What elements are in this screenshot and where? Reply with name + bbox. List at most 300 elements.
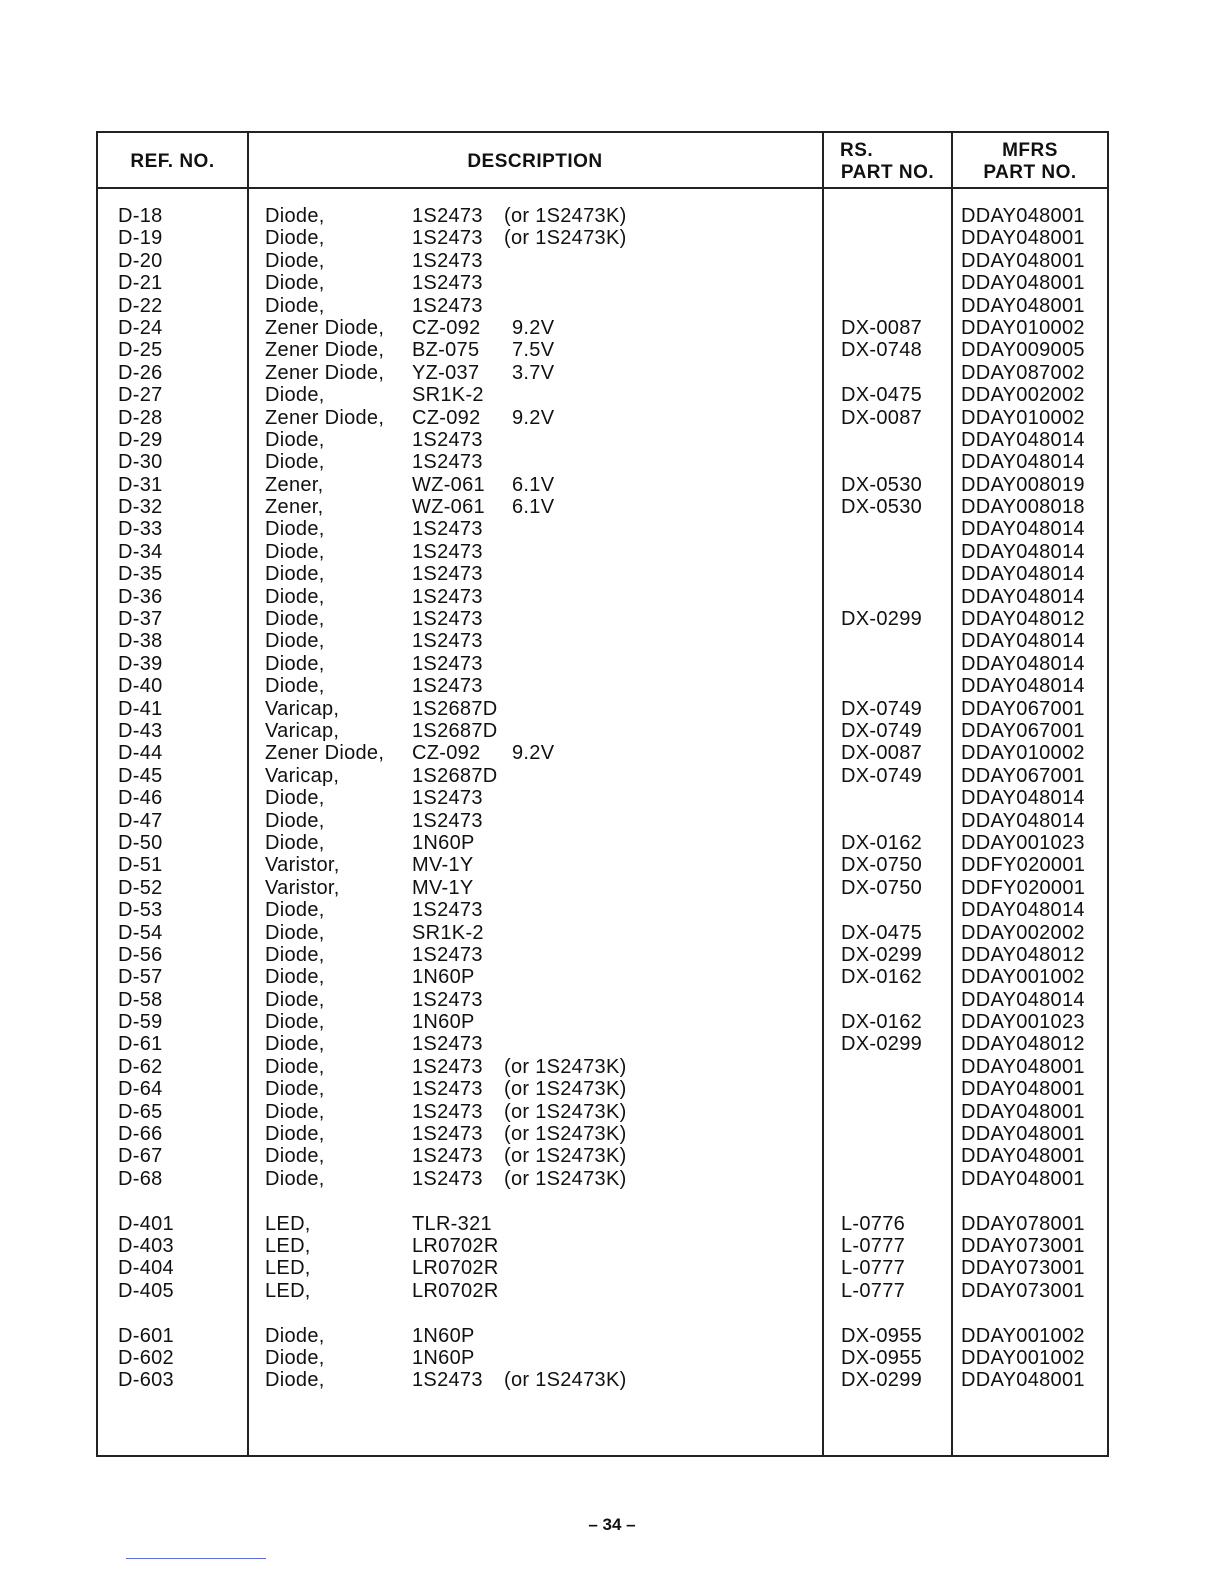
table-row: [98, 362, 1107, 384]
table-row: [98, 384, 1107, 406]
component-type: Varistor,: [265, 876, 340, 899]
mfrs-part-no: DDAY048001: [961, 1078, 1085, 1101]
rs-part-no: DX-0749: [841, 697, 923, 720]
component-note: (or 1S2473K): [504, 1100, 627, 1123]
component-type: Diode,: [265, 630, 325, 653]
table-row: [98, 429, 1107, 451]
component-part: 1S2473: [412, 899, 483, 922]
component-part: BZ-075: [412, 339, 480, 362]
mfrs-part-no: DDAY048014: [961, 451, 1085, 474]
ref-no: D-45: [118, 764, 163, 787]
ref-no: D-64: [118, 1078, 163, 1101]
ref-no: D-405: [118, 1279, 174, 1302]
ref-no: D-32: [118, 496, 163, 519]
mfrs-part-no: DDFY020001: [961, 854, 1086, 877]
table-row: [98, 563, 1107, 585]
ref-no: D-26: [118, 361, 163, 384]
mfrs-part-no: DDAY048001: [961, 1100, 1085, 1123]
ref-no: D-24: [118, 316, 163, 339]
ref-no: D-37: [118, 608, 163, 631]
component-note: (or 1S2473K): [504, 1123, 627, 1146]
ref-no: D-22: [118, 294, 163, 317]
mfrs-part-no: DDAY078001: [961, 1212, 1085, 1235]
component-note: (or 1S2473K): [504, 205, 627, 227]
ref-no: D-46: [118, 787, 163, 810]
component-part: 1S2687D: [412, 719, 498, 742]
component-type: Diode,: [265, 943, 325, 966]
ref-no: D-53: [118, 899, 163, 922]
mfrs-part-no: DDAY002002: [961, 921, 1085, 944]
component-type: Varicap,: [265, 697, 340, 720]
mfrs-part-no: DDAY048001: [961, 205, 1085, 227]
component-part: 1S2473: [412, 1100, 483, 1123]
ref-no: D-61: [118, 1033, 163, 1056]
mfrs-part-no: DDAY048001: [961, 272, 1085, 295]
ref-no: D-20: [118, 249, 163, 272]
ref-no: D-19: [118, 227, 163, 250]
ref-no: D-68: [118, 1167, 163, 1190]
rs-part-no: DX-0749: [841, 719, 923, 742]
rs-part-no: L-0777: [841, 1257, 906, 1280]
mfrs-part-no: DDAY048014: [961, 675, 1085, 698]
component-part: 1S2473: [412, 227, 483, 250]
component-type: Diode,: [265, 1324, 325, 1347]
ref-no: D-31: [118, 473, 163, 496]
ref-no: D-41: [118, 697, 163, 720]
component-note: 6.1V: [512, 473, 555, 496]
component-part: 1S2473: [412, 787, 483, 810]
mfrs-part-no: DDAY008018: [961, 496, 1085, 519]
table-body: [98, 205, 1107, 1392]
ref-no: D-57: [118, 966, 163, 989]
table-row: [98, 1168, 1107, 1190]
table-row: [98, 854, 1107, 876]
component-note: 7.5V: [512, 339, 555, 362]
group-spacer: [98, 1302, 1107, 1324]
table-row: [98, 765, 1107, 787]
ref-no: D-36: [118, 585, 163, 608]
rs-part-no: L-0777: [841, 1279, 906, 1302]
header-mfrs-2: PART NO.: [983, 162, 1077, 183]
component-type: Zener,: [265, 496, 324, 519]
footer-line: [126, 1558, 266, 1559]
component-note: 9.2V: [512, 406, 555, 429]
ref-no: D-44: [118, 742, 163, 765]
component-note: (or 1S2473K): [504, 1145, 627, 1168]
mfrs-part-no: DDAY073001: [961, 1257, 1085, 1280]
ref-no: D-33: [118, 518, 163, 541]
component-part: 1S2473: [412, 249, 483, 272]
rs-part-no: DX-0162: [841, 1011, 923, 1034]
mfrs-part-no: DDFY020001: [961, 876, 1086, 899]
ref-no: D-58: [118, 988, 163, 1011]
component-part: 1S2473: [412, 652, 483, 675]
ref-no: D-27: [118, 384, 163, 407]
table-row: [98, 1347, 1107, 1369]
rs-part-no: DX-0955: [841, 1324, 923, 1347]
rs-part-no: L-0777: [841, 1234, 906, 1257]
rs-part-no: DX-0087: [841, 406, 923, 429]
component-part: 1S2473: [412, 205, 483, 227]
component-part: MV-1Y: [412, 854, 474, 877]
ref-no: D-403: [118, 1234, 174, 1257]
mfrs-part-no: DDAY048001: [961, 294, 1085, 317]
component-type: Diode,: [265, 1055, 325, 1078]
table-row: [98, 989, 1107, 1011]
component-part: 1S2473: [412, 540, 483, 563]
mfrs-part-no: DDAY087002: [961, 361, 1085, 384]
ref-no: D-50: [118, 831, 163, 854]
ref-no: D-28: [118, 406, 163, 429]
table-row: [98, 787, 1107, 809]
header-mfrs-1: MFRS: [1002, 140, 1058, 161]
component-type: Diode,: [265, 831, 325, 854]
table-row: [98, 474, 1107, 496]
mfrs-part-no: DDAY001002: [961, 1324, 1085, 1347]
ref-no: D-21: [118, 272, 163, 295]
table-row: [98, 1145, 1107, 1167]
mfrs-part-no: DDAY010002: [961, 316, 1085, 339]
component-part: 1N60P: [412, 1324, 475, 1347]
component-type: Diode,: [265, 227, 325, 250]
component-note: (or 1S2473K): [504, 1369, 627, 1392]
component-part: 1S2473: [412, 518, 483, 541]
component-type: Zener Diode,: [265, 316, 385, 339]
rs-part-no: DX-0750: [841, 876, 923, 899]
component-part: 1S2473: [412, 608, 483, 631]
table-row: [98, 698, 1107, 720]
component-type: Diode,: [265, 1167, 325, 1190]
component-type: LED,: [265, 1257, 311, 1280]
table-row: [98, 541, 1107, 563]
component-part: 1S2473: [412, 1167, 483, 1190]
table-row: [98, 451, 1107, 473]
rs-part-no: DX-0087: [841, 742, 923, 765]
component-part: 1S2473: [412, 563, 483, 586]
component-part: LR0702R: [412, 1234, 499, 1257]
mfrs-part-no: DDAY048014: [961, 563, 1085, 586]
header-ref-no: REF. NO.: [130, 151, 215, 172]
rs-part-no: DX-0162: [841, 966, 923, 989]
component-type: Diode,: [265, 1033, 325, 1056]
component-type: Zener Diode,: [265, 339, 385, 362]
component-type: Varistor,: [265, 854, 340, 877]
ref-no: D-30: [118, 451, 163, 474]
component-type: Diode,: [265, 249, 325, 272]
mfrs-part-no: DDAY048001: [961, 1167, 1085, 1190]
ref-no: D-62: [118, 1055, 163, 1078]
mfrs-part-no: DDAY048014: [961, 540, 1085, 563]
component-type: Diode,: [265, 809, 325, 832]
table-row: [98, 272, 1107, 294]
component-part: 1S2473: [412, 809, 483, 832]
mfrs-part-no: DDAY048014: [961, 630, 1085, 653]
table-row: [98, 944, 1107, 966]
ref-no: D-65: [118, 1100, 163, 1123]
component-part: 1N60P: [412, 1346, 475, 1369]
table-row: [98, 1101, 1107, 1123]
parts-table: [96, 131, 1109, 1457]
rs-part-no: DX-0475: [841, 921, 923, 944]
component-type: Diode,: [265, 585, 325, 608]
component-part: 1S2473: [412, 943, 483, 966]
table-row: [98, 1033, 1107, 1055]
header-divider: [98, 187, 1107, 189]
component-part: SR1K-2: [412, 384, 484, 407]
ref-no: D-67: [118, 1145, 163, 1168]
component-type: Diode,: [265, 518, 325, 541]
ref-no: D-29: [118, 428, 163, 451]
mfrs-part-no: DDAY048001: [961, 1123, 1085, 1146]
mfrs-part-no: DDAY048014: [961, 988, 1085, 1011]
component-note: 3.7V: [512, 361, 555, 384]
table-row: [98, 227, 1107, 249]
mfrs-part-no: DDAY073001: [961, 1234, 1085, 1257]
component-part: TLR-321: [412, 1212, 492, 1235]
component-type: Zener Diode,: [265, 406, 385, 429]
component-part: 1S2473: [412, 585, 483, 608]
component-type: Diode,: [265, 205, 325, 227]
ref-no: D-56: [118, 943, 163, 966]
mfrs-part-no: DDAY048014: [961, 787, 1085, 810]
component-type: Diode,: [265, 652, 325, 675]
component-part: CZ-092: [412, 742, 481, 765]
table-row: [98, 518, 1107, 540]
component-part: WZ-061: [412, 473, 485, 496]
rs-part-no: DX-0299: [841, 943, 923, 966]
component-type: Diode,: [265, 428, 325, 451]
rs-part-no: DX-0749: [841, 764, 923, 787]
mfrs-part-no: DDAY048001: [961, 1145, 1085, 1168]
component-note: (or 1S2473K): [504, 1167, 627, 1190]
mfrs-part-no: DDAY048014: [961, 518, 1085, 541]
component-part: 1S2473: [412, 1055, 483, 1078]
table-row: [98, 742, 1107, 764]
rs-part-no: L-0776: [841, 1212, 906, 1235]
table-row: [98, 1325, 1107, 1347]
table-row: [98, 877, 1107, 899]
table-row: [98, 295, 1107, 317]
component-part: WZ-061: [412, 496, 485, 519]
table-row: [98, 586, 1107, 608]
component-type: Diode,: [265, 966, 325, 989]
header-rs-2: PART NO.: [840, 162, 935, 183]
table-row: [98, 339, 1107, 361]
component-part: 1S2687D: [412, 764, 498, 787]
mfrs-part-no: DDAY073001: [961, 1279, 1085, 1302]
ref-no: D-38: [118, 630, 163, 653]
rs-part-no: DX-0530: [841, 473, 923, 496]
table-row: [98, 1078, 1107, 1100]
component-type: Zener Diode,: [265, 361, 385, 384]
mfrs-part-no: DDAY048001: [961, 1055, 1085, 1078]
ref-no: D-603: [118, 1369, 174, 1392]
mfrs-part-no: DDAY001002: [961, 1346, 1085, 1369]
mfrs-part-no: DDAY001023: [961, 1011, 1085, 1034]
component-part: 1N60P: [412, 1011, 475, 1034]
mfrs-part-no: DDAY010002: [961, 742, 1085, 765]
ref-no: D-602: [118, 1346, 174, 1369]
rs-part-no: DX-0299: [841, 608, 923, 631]
component-part: 1S2473: [412, 272, 483, 295]
component-type: Diode,: [265, 1078, 325, 1101]
rs-part-no: DX-0299: [841, 1369, 923, 1392]
rs-part-no: DX-0750: [841, 854, 923, 877]
table-row: [98, 608, 1107, 630]
ref-no: D-59: [118, 1011, 163, 1034]
table-row: [98, 1257, 1107, 1279]
component-part: MV-1Y: [412, 876, 474, 899]
mfrs-part-no: DDAY001023: [961, 831, 1085, 854]
header-description: DESCRIPTION: [467, 151, 603, 172]
rs-part-no: DX-0955: [841, 1346, 923, 1369]
component-type: Diode,: [265, 563, 325, 586]
mfrs-part-no: DDAY048012: [961, 1033, 1085, 1056]
component-type: Diode,: [265, 540, 325, 563]
rs-part-no: DX-0087: [841, 316, 923, 339]
ref-no: D-43: [118, 719, 163, 742]
component-type: Diode,: [265, 608, 325, 631]
component-part: 1S2473: [412, 294, 483, 317]
component-part: 1S2473: [412, 428, 483, 451]
component-type: Zener Diode,: [265, 742, 385, 765]
component-part: SR1K-2: [412, 921, 484, 944]
mfrs-part-no: DDAY009005: [961, 339, 1085, 362]
component-part: CZ-092: [412, 406, 481, 429]
ref-no: D-25: [118, 339, 163, 362]
component-type: Diode,: [265, 921, 325, 944]
ref-no: D-47: [118, 809, 163, 832]
ref-no: D-54: [118, 921, 163, 944]
component-type: LED,: [265, 1279, 311, 1302]
component-type: Diode,: [265, 1346, 325, 1369]
component-type: Diode,: [265, 899, 325, 922]
component-part: 1S2473: [412, 1123, 483, 1146]
component-part: 1S2473: [412, 988, 483, 1011]
ref-no: D-52: [118, 876, 163, 899]
table-row: [98, 1235, 1107, 1257]
ref-no: D-66: [118, 1123, 163, 1146]
component-note: 9.2V: [512, 316, 555, 339]
component-type: Diode,: [265, 1011, 325, 1034]
component-part: 1S2473: [412, 1078, 483, 1101]
component-type: Diode,: [265, 451, 325, 474]
component-part: LR0702R: [412, 1279, 499, 1302]
component-type: Diode,: [265, 384, 325, 407]
table-row: [98, 1213, 1107, 1235]
component-type: Varicap,: [265, 719, 340, 742]
component-type: Diode,: [265, 1369, 325, 1392]
mfrs-part-no: DDAY048014: [961, 652, 1085, 675]
table-row: [98, 832, 1107, 854]
mfrs-part-no: DDAY002002: [961, 384, 1085, 407]
component-part: 1S2473: [412, 675, 483, 698]
table-row: [98, 205, 1107, 227]
table-row: [98, 810, 1107, 832]
component-type: Diode,: [265, 1145, 325, 1168]
component-part: LR0702R: [412, 1257, 499, 1280]
component-type: LED,: [265, 1212, 311, 1235]
mfrs-part-no: DDAY048012: [961, 943, 1085, 966]
component-type: Diode,: [265, 787, 325, 810]
component-part: 1S2473: [412, 451, 483, 474]
table-row: [98, 675, 1107, 697]
component-part: 1N60P: [412, 831, 475, 854]
rs-part-no: DX-0748: [841, 339, 923, 362]
mfrs-part-no: DDAY048012: [961, 608, 1085, 631]
component-type: LED,: [265, 1234, 311, 1257]
component-type: Diode,: [265, 675, 325, 698]
mfrs-part-no: DDAY001002: [961, 966, 1085, 989]
component-note: (or 1S2473K): [504, 1078, 627, 1101]
mfrs-part-no: DDAY048014: [961, 585, 1085, 608]
mfrs-part-no: DDAY008019: [961, 473, 1085, 496]
ref-no: D-34: [118, 540, 163, 563]
table-row: [98, 922, 1107, 944]
header-rs-1: RS.: [840, 140, 874, 161]
table-row: [98, 1280, 1107, 1302]
component-part: 1N60P: [412, 966, 475, 989]
component-type: Diode,: [265, 1123, 325, 1146]
table-row: [98, 407, 1107, 429]
ref-no: D-40: [118, 675, 163, 698]
table-row: [98, 1056, 1107, 1078]
table-row: [98, 1011, 1107, 1033]
mfrs-part-no: DDAY048001: [961, 249, 1085, 272]
mfrs-part-no: DDAY067001: [961, 719, 1085, 742]
component-note: (or 1S2473K): [504, 1055, 627, 1078]
mfrs-part-no: DDAY048014: [961, 899, 1085, 922]
ref-no: D-35: [118, 563, 163, 586]
component-type: Varicap,: [265, 764, 340, 787]
ref-no: D-601: [118, 1324, 174, 1347]
rs-part-no: DX-0162: [841, 831, 923, 854]
table-row: [98, 720, 1107, 742]
component-type: Diode,: [265, 988, 325, 1011]
rs-part-no: DX-0475: [841, 384, 923, 407]
rs-part-no: DX-0299: [841, 1033, 923, 1056]
component-part: 1S2687D: [412, 697, 498, 720]
mfrs-part-no: DDAY048001: [961, 227, 1085, 250]
component-note: 6.1V: [512, 496, 555, 519]
mfrs-part-no: DDAY048014: [961, 428, 1085, 451]
table-row: [98, 1123, 1107, 1145]
mfrs-part-no: DDAY010002: [961, 406, 1085, 429]
mfrs-part-no: DDAY048001: [961, 1369, 1085, 1392]
component-note: (or 1S2473K): [504, 227, 627, 250]
mfrs-part-no: DDAY048014: [961, 809, 1085, 832]
component-type: Diode,: [265, 272, 325, 295]
component-part: 1S2473: [412, 1033, 483, 1056]
table-row: [98, 899, 1107, 921]
table-row: [98, 630, 1107, 652]
ref-no: D-39: [118, 652, 163, 675]
page-number: – 34 –: [588, 1515, 636, 1534]
component-part: 1S2473: [412, 630, 483, 653]
component-part: 1S2473: [412, 1145, 483, 1168]
component-note: 9.2V: [512, 742, 555, 765]
table-row: [98, 496, 1107, 518]
component-part: CZ-092: [412, 316, 481, 339]
ref-no: D-51: [118, 854, 163, 877]
ref-no: D-18: [118, 205, 163, 227]
component-type: Diode,: [265, 294, 325, 317]
component-type: Zener,: [265, 473, 324, 496]
mfrs-part-no: DDAY067001: [961, 764, 1085, 787]
table-row: [98, 317, 1107, 339]
component-part: YZ-037: [412, 361, 480, 384]
group-spacer: [98, 1190, 1107, 1212]
